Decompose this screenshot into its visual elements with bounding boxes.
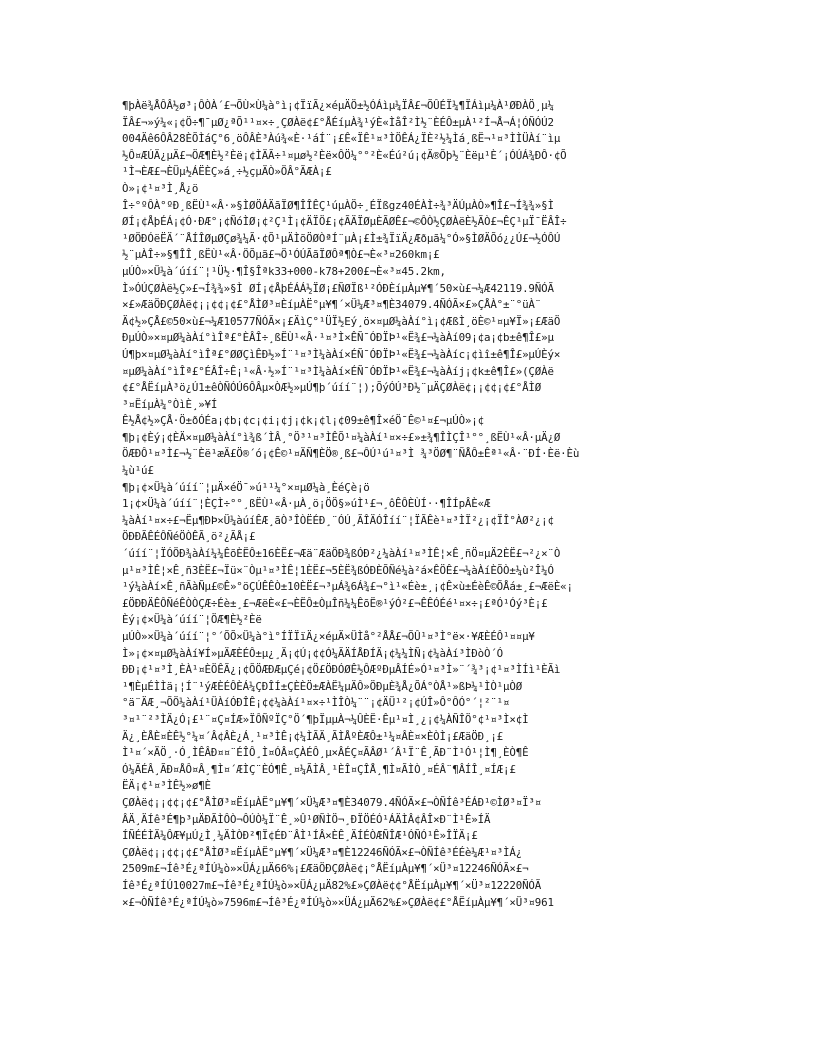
document-body [122,98,698,911]
text-line: ×£»ÆäÖÐÇØÀë¢¡¡¢¢¡¢£°ÅÌØ³¤ÈíµÀË°µ¥¶´×Ü¼Æ³¤¶È34079.4ÑÓÃ×£»ÇÅÀ°±¨°üÀ¨ [122,298,542,312]
text-line: ÇØÀë¢¡¡¢¢¡¢£°ÅÌØ³¤ËíµÀË°µ¥¶´×Ü¼Æ³¤¶È12246ÑÓÃ×£¬ÒÑÍê³ÉÉè¼Æ¹¤³ÌÁ¿ [122,845,523,859]
text-line: ´úíí¨¦ÏÓÖÐ¾àÀí¼¼ÊõÈËÔ±16ÈË£¬Æä¨ÆäÖÐ¾ßÓÐ²¿¼àÀí¹¤³ÌÊ¦×Ê¸ñÖ¤µÄ2ÈË£¬²¿×¨Ò [122,547,561,561]
text-line: Èý¡¢×Ü¼à´úíí¨¦ÖÆ¶È½²Èë [122,613,262,627]
text-line: ³¤ËíµÀ¼°ÒìÈ¸»¥Í [122,397,218,411]
text-line: ×£¬ÒÑÍê³É¿ªÍÚ¼ò»7596m£¬Íê³É¿ªÍÚ¼ò»×ÜÁ¿µÄ62%£»ÇØÀë¢£°ÅËíµÀµ¥¶´×Ü³¤961 [122,895,554,909]
text-line: ¼àÀí¹¤×÷£¬Ëµ¶ÐÞ×Ü¼àúíÊÆ¸ãÒ³ÎÒËÉÐ¸¨ÓÚ¸ÃÎÄÓÎíí¨¦ÏÃÊè¹¤³ÌÏ²¿¡¢ÏÎ°ÀØ²¿¡¢ [122,513,554,527]
text-line: ¹¶ÈµÉÌÌä¡¦Í¨¹ýÆÈÉÔÈÁ¼ÇÐÎÍ±ÇÈÈÖ±ÆÀË¼µÄÔ»ÖÐµÈ¾Å¿ÕÁ°ÒÅ¹»ßÞ¼¹ÌÒ¹µÒØ [122,679,523,693]
text-line: ½Ô¤ÆÚÄ¿µÄ£¬ÖÆ¶È½²Èë¡¢ÌÄÃ÷¹¤µø½²Èë×ÔÖ¼°°²È«Éú²ú¡¢Ä®Õþ½¨Èëµ¹È´¡ÓÚÁ¾ÐÔ·¢Õ [122,148,567,162]
text-line: Íê³É¿ªÍÚ10027m£¬Íê³É¿ªÍÚ¼ò»×ÜÁ¿µÄ82%£»ÇØÀë¢¢°ÅËíµÀµ¥¶´×Ü³¤12220ÑÓÃ [122,878,542,892]
text-line: Ä¢½»ÇÅ£©50×ù£¬¼Æ10577ÑÓÃ×¡£ÄìÇ°¹ÜÏ½Eý¸ö×¤µØ¼àÀí°ì¡¢ÆßÌ¸öÈ©¹¤µ¥Ï»¡£ÆäÖ [122,314,561,328]
text-line: ¤µØ¼àÀí°ìÎª£°ÉÂÎ÷Ê¡¹«Â·½»Í¨¹¤³Ì¼àÀí×ÉÑ¯ÓÐÏÞ¹«Ë¾£¬¼àÀíj¡¢k±ê¶Î£»(ÇØÀë [122,364,554,378]
text-line: Ì»ÓÚÇØÀë½Ç»£¬Í¾¾»§Ì ØÍ¡¢ÅþÉÁÁ½ÏØ¡£ÑØÏß¹²ÓÐÈíµÀµ¥¶´50×ù£¬¼Æ42119.9ÑÓÃ [122,281,554,295]
text-line: ÐÐ¡¢¹¤³Ì¸ÈÀ¹¤ÈÖÊÃ¿¡¢ÕÖÆÐÆµÇé¡¢Ö£ÖÐÓØÊ½ÔÆºÐµÂÍÉ»Ó¹¤³Ì»¨´¾³¡¢¹¤³ÌÍì¹ÈÃì [122,663,561,677]
text-line: Ì»¡¢×¤µØ¼àÀí¥Í»µÄÆÈÉÔ±µ¿¸Ä¡¢Ú¡¢¢Ó¼ÃÄÍÅÐÍÄ¡¢¼¼ÌÑ¡¢¼àÀí³ÌÐòÒ´Ó [122,646,504,660]
text-line: ¹ØÖÐÓëËÄ´¨ÅÍÎØµØÇø¾¼Ã·¢Õ¹µÄÌõÖØÒªÍ¨µÀ¡£Ì±¾ÏïÄ¿Æðµã¼°Ó»§ÌØÄÕó¿¿Ú£¬½ÓÔÚ [122,231,561,245]
text-line: ÏÂ£¬»ý¼«¡¢Ö÷¶¯µØ¿ªÕ¹¹¤×÷¸ÇØÀë¢£°ÅÉíµÀ¾¹ýÈ«ÌåÎ²Ì½¨ÈÉÔ±µÀ¹²Í¬Å¬Á¦ÓÑÓÚ2 [122,115,554,129]
text-line: 1¡¢×Ü¼à´úíí¨¦ÈÇÌ÷°°¸ßËÙ¹«Â·µÀ¸ö¡ÖÖ§»úÌ¹£¬¸ôÊÔÈÙÍ··¶ÎÍpÂÈ«Æ [122,497,491,511]
text-line: ØÍ¡¢ÅþÉÁ¡¢Ó·ÐÆ°¡¢ÑóÌØ¡¢²Ç¹Ì¡¢ÄÏÖ£¡¢ÃÄÏØµÈÃØÊ£¬©ÔÒ½ÇØÀëÈ½ÃÒ£¬ÊÇ¹µÏ¯ËÂÎ÷ [122,215,567,229]
text-line: ½¨µÀÎ÷»§¶ÎÎ¸ßËÙ¹«Â·ÖÕµã£¬Ö¹ÓÚÃãÏØÔª¶Ò£¬È«³¤260km¡£ [122,248,440,262]
text-line: Ò»¡¢¹¤³Ì¸Å¿ö [122,181,199,195]
text-line: ÇØÀë¢¡¡¢¢¡¢£°ÅÌØ³¤ËíµÀË°µ¥¶´×Ü¼Æ³¤¶È34079.4ÑÓÃ×£¬ÒÑÍê³ÉÁÐ¹©ÌØ³¤Ï³¤ [122,795,542,809]
text-line: Ú¶þ×¤µØ¼àÀí°ìÎª£°ØØÇìÊÐ½»Í¨¹¤³Ì¼àÀí×ÉÑ¯ÓÐÏÞ¹«Ë¾£¬¼àÀíc¡¢ìî±ê¶Î£»µÚÈý× [122,347,561,361]
text-line: ¹ý¼àÀí×Ê¸ñÃàÑµ£©Ê»°öÇÚÊÊÒ±10ÈË£¬³µÁ¾6Á¾£¬°ì¹«Éè±¸¡¢Ê×ù±ÉèÊ©ÕÅá±¸£¬ÆëÈ«¡ [122,580,573,594]
text-line: Ó¼ÃÉÂ¸ÃÐ¤ÅÔ¤Â¸¶Ì¤´ÆÌÇ¨ÈÓ¶Ê¸¤¼ÃÌÂ¸¹ÈÎ¤ÇÎÅ¸¶Ì¤ÃÌÒ¸¤ÉÂ¨¶ÂÍÎ¸¤ÍÆ¡£ [122,762,516,776]
text-line: 004Äê6ÔÂ28ÈÕÌáÇ°6¸öÔÂÈ³Àú¾«È·¹áÍ¨¡£Ê«ÏÊ¹¤³ÌÖÊÁ¿ÏÈ²½¼Ìá¸ßË¬¹¤³ÌÌÜÀí¨ìµ [122,132,561,146]
text-line: ¶þ¡¢Èý¡¢ÈÄ×¤µØ¼àÀí°ì¾ß´ÌÂ¸°Ö³¹¤³ÌÊÕ¹¤¼àÀí¹¤×÷£»±¾¶ÎÌÇÎ¹°°¸ßËÙ¹«Â·µÄ¿Ø [122,430,561,444]
text-line: ÍÑÉÉÌÄ¼ÔÆ¥µÚ¿Ì¸¼ÄÌÒÐ²¶Ï¢ÉÐ¨ÂÌ¹ÍÂ×ÈÊ¸ÄÍÉÒÆÑÎÆ¹ÓÑÓ¹Ê»ÎÏÄ¡£ [122,829,478,843]
text-line: 2509m£¬Íê³É¿ªÍÚ¼ò»×ÜÁ¿µÄ66%¡£ÆäÖÐÇØÀë¢¡°ÅËíµÀµ¥¶´×Ü³¤12246ÑÓÃ×£¬ [122,862,529,876]
text-line: ÂÄ¸ÄÍê³É¶þ³µÄÐÃÌÔÒ¬ÔÚÒ¼Ï¨Ê¸»Û¹ØÑÌÖ¬¸ÐÏÖÉÓ¹ÁÄÌÂ¢ÂÎ×Ð¨Ì¹Ê»ÍÄ [122,812,491,826]
text-line: Î÷°ºÔÀ°ºÐ¸ßËÙ¹«Â·»§ÌØÖÁÄãÏØ¶ÎÎÊÇ¹úµÀÖ÷¸ÉÏßgz40ÉÀÌ÷¾³ÄÚµÀÒ»¶Î£¬Í¾¾»§Ì [122,198,554,212]
text-line: ÐµÚÒ»×¤µØ¼àÀí°ìÎª£°ÈÂÎ÷¸ßËÙ¹«Â·¹¤³Ì×ÊÑ¯ÓÐÏÞ¹«Ë¾£¬¼àÀí09¡¢a¡¢b±ê¶Î£»µ [122,331,554,345]
text-line: ÖÐÐÃÊÉÔÑéÖÒÊÃ¸ö²¿ÃÅ¡£ [122,530,256,544]
text-line: ³¤¹¨²³ÌÄ¿Ó¡£¹¨¤Ç¤ÍÆ»ÏÔÑºÏÇ°Ö´¶þÏµµÀ¬¼ÛÈË·Êµ¹¤Ì¸¿¡¢¼ÀÑÎÖ°¢¹¤³Ì×¢Ì [122,712,529,726]
text-line: ¶þ¡¢×Ü¼à´úíí¨¦µÄ×éÖ¯»ú¹¹¼°×¤µØ¼à¸ÈéÇè¡ö [122,480,370,494]
text-line: ¢£°ÅËíµÀ³ö¿Ú1±êÒÑÓÚ6ÔÂµ×ÒÆ½»µÚ¶þ´úíí¨¦);ÕýÓÚ³Ð½¨µÄÇØÀë¢¡¡¢¢¡¢£°ÅÌØ [122,381,542,395]
text-line: Ä¿¸ÈÅÈ¤ÈÊ½°¼¤´Â¢ÂÈ¿Á¸¹¤³ÌÊ¡¢¼ÌÃÄ¸ÃÌÅºÈÆÔ±¹¼¤ÂÈ¤×ÈÒÌ¡£ÆäÖÐ¸¡£ [122,729,504,743]
text-line: Ì¹¤´×ÄÖ¸·Ó¸ÌÊÂÐ¤¤¨ÉÎÔ¸Ì¤ÓÂ¤ÇÀÉÔ¸µ×ÂÉÇ¤ÃÂØ¹´Â¹Ï¨Ê¸ÃÐ¨Ì¹Ó¹¦Ì¶¸ÈÒ¶Ê [122,746,529,760]
text-line: Ê½Å¢½»ÇÅ·Ö±ðÓÉa¡¢b¡¢c¡¢i¡¢j¡¢k¡¢l¡¢09±ê¶Î×éÖ¯Ê©¹¤£¬µÚÒ»¡¢ [122,414,484,428]
text-line: µÚÒ»×Ü¼à´úíí¨¦°´ÕÕ×Ü¼à°ì°ÍÏÏïÄ¿×éµÄ×ÜÌå°²ÅÅ£¬ÕÛ¹¤³Ì°ë×·¥ÆÈÉÔ¹¤¤µ¥ [122,630,535,643]
text-line: µÚÒ»×Ü¼à´úíí¨¦¹Ü½·¶Î§Îªk33+000-k78+200£¬È«³¤45.2km, [122,264,446,278]
text-line: ÖÆÐÔ¹¤³Ì£¬½¨Èë¹æÄ£Ö®´ó¡¢Ê©¹¤ÄÑ¶ÈÖ®¸ß£¬ÔÚ¹ú¹¤³Ì ¾³ÖØ¶¨ÑÅÔ±Êª¹«Â·¨ÐÍ·Èë·Èù [122,447,580,461]
text-line: °ä¨ÄÆ¸¬ÕÖ¼àÀí¹ÜÀíÓÐÎÊ¡¢¢¼àÀí¹¤×÷¹ÌÎÒ¼¨¨¡¢ÄÜ¹²¡¢ÚÎ»Ô°ÔÓ°´¦²¨¹¤ [122,696,510,710]
text-line: ¶þÀë¾ÅÔÂ½ø³¡ÔÒÀ´£¬ÕÙ×Ù¼à°ì¡¢ÏïÃ¿×éµÄÖ±½ÓÁìµ¼ÏÂ£¬ÕÛÉÏ¼¶ÏÁìµ¼À¹ØÐÀÖ¸µ¼ [122,99,554,112]
text-line: £ÖÐÐÄÊÔÑéÊÒÒÇÆ÷Éè±¸£¬ÆëÈ«£¬ÈËÔ±ÒµÎñ¼¼ÊõË®¹ýÓ²£¬ÊÊÓÉé¹¤×÷¡£ªÓ¹Óý³È¡£ [122,596,548,610]
text-line: ¹Ì¬ÈÆ£¬ÈÜµ½ÁËÈÇ»á¸÷½çµÄÒ»ÖÂ°ÃÆÀ¡£ [122,165,332,179]
text-line: µ¹¤³ÌÊ¦×Ê¸ñ3ÈË£¬Ïü×¨Òµ¹¤³ÌÊ¦1ÈË£¬5ÈË¾ßÓÐÈÕÑé¼à²á×ÊÖÊ£¬¼àÀíÈÕÒ±¼ù²Î¼Ó [122,563,554,577]
text-line: ËÄ¡¢¹¤³ÌÊ½»ø¶È [122,779,211,793]
text-line: ¼ù¹ú£ [122,464,154,478]
